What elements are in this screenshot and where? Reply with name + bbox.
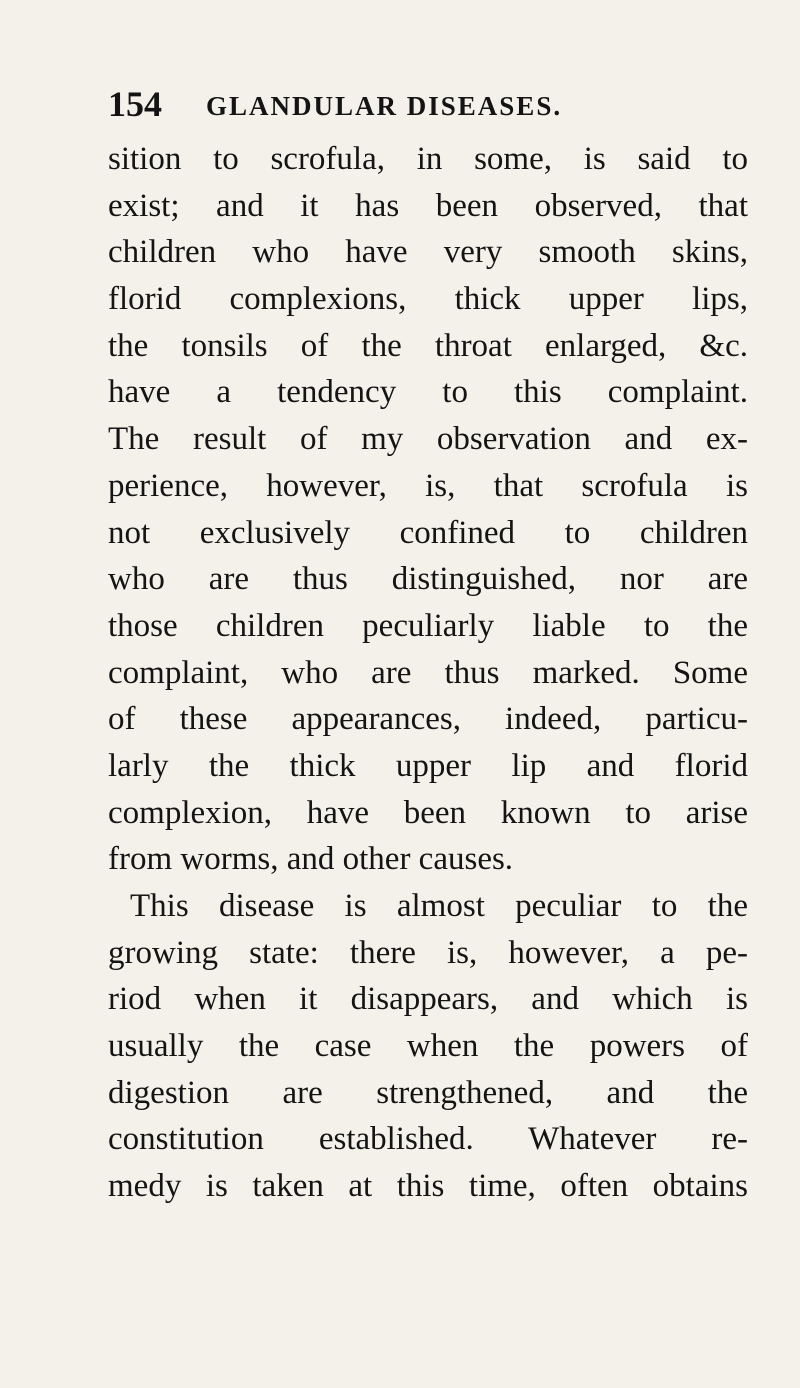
text-line: complexion, have been known to arise bbox=[108, 794, 748, 831]
text-line: the tonsils of the throat enlarged, &c. bbox=[108, 327, 748, 364]
text-line: of these appearances, indeed, particu- bbox=[108, 701, 748, 738]
text-line: riod when it disappears, and which is bbox=[108, 981, 748, 1018]
text-line: This disease is almost peculiar to the bbox=[130, 888, 748, 924]
text-line: have a tendency to this complaint. bbox=[108, 374, 748, 411]
text-line: who are thus distinguished, nor are bbox=[108, 561, 748, 598]
text-line: sition to scrofula, in some, is said to bbox=[108, 141, 748, 177]
text-line: constitution established. Whatever re- bbox=[108, 1121, 748, 1158]
text-line: exist; and it has been observed, that bbox=[108, 187, 748, 224]
text-line: florid complexions, thick upper lips, bbox=[108, 281, 748, 318]
running-head bbox=[108, 84, 748, 124]
text-line: medy is taken at this time, often obtains bbox=[108, 1168, 748, 1205]
body-text bbox=[108, 136, 748, 1210]
text-line: children who have very smooth skins, bbox=[108, 234, 748, 271]
text-line: perience, however, is, that scrofula is bbox=[108, 467, 748, 504]
page-number: 154 bbox=[108, 84, 162, 124]
text-line: larly the thick upper lip and florid bbox=[108, 747, 748, 784]
text-line: from worms, and other causes. bbox=[108, 841, 514, 878]
text-line: those children peculiarly liable to the bbox=[108, 607, 748, 644]
text-line: The result of my observation and ex- bbox=[108, 421, 748, 458]
text-line: digestion are strengthened, and the bbox=[108, 1074, 748, 1111]
running-title: GLANDULAR DISEASES. bbox=[206, 91, 563, 121]
text-line: usually the case when the powers of bbox=[108, 1028, 748, 1065]
text-line: complaint, who are thus marked. Some bbox=[108, 654, 748, 691]
text-line: not exclusively confined to children bbox=[108, 514, 748, 551]
text-line: growing state: there is, however, a pe- bbox=[108, 934, 748, 971]
